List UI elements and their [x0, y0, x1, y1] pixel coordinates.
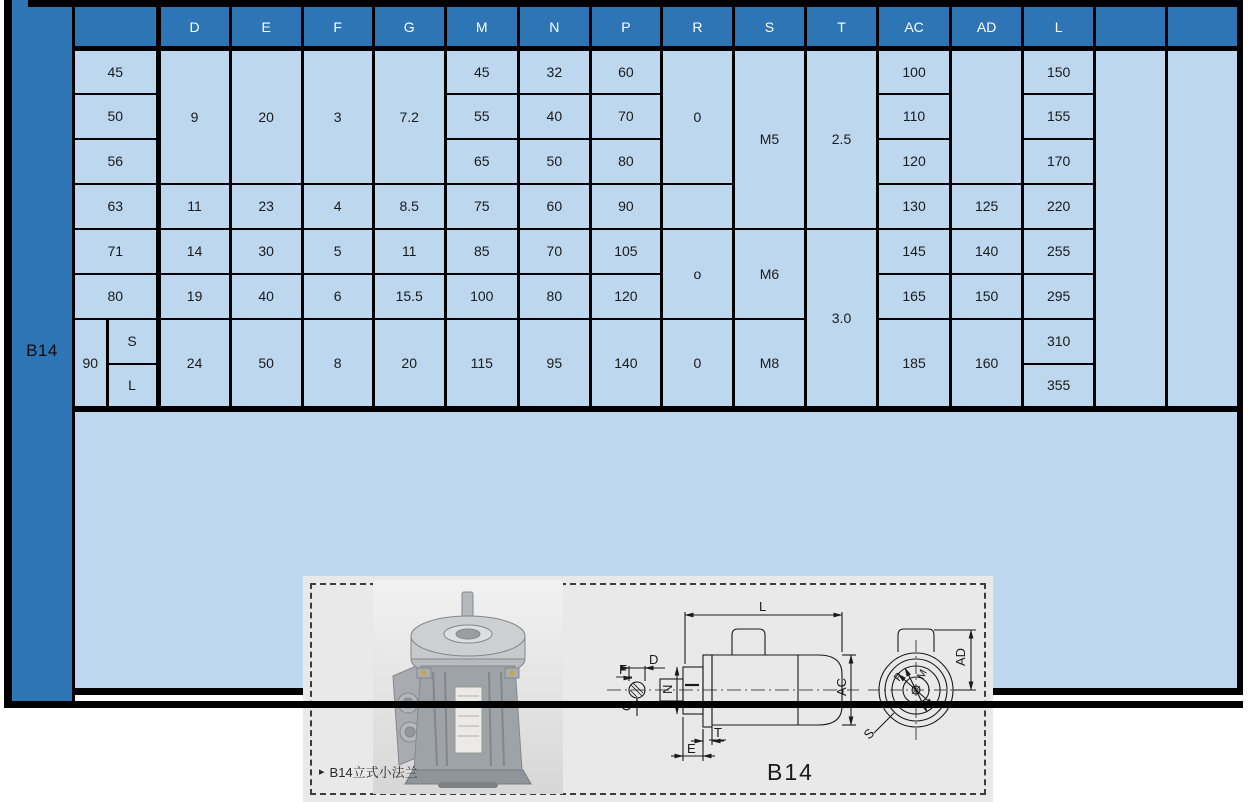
cell-90-d: 24 [158, 319, 230, 409]
cell-45-r: 0 [661, 49, 733, 184]
col-header-ad: AD [951, 4, 1023, 49]
cell-63-r [661, 184, 733, 229]
dim-label-e: E [687, 740, 696, 756]
cell-80-m: 100 [445, 274, 518, 319]
col-header-p: P [590, 4, 661, 49]
cell-71-g: 11 [373, 229, 445, 274]
cell-90-s: M8 [733, 319, 805, 409]
cell-71-r: o [661, 229, 733, 319]
cell-45-l: 150 [1023, 49, 1095, 94]
cell-71-m: 85 [445, 229, 518, 274]
cell-63-ad: 125 [951, 184, 1023, 229]
figure-row [75, 409, 1240, 692]
top-border-bar [28, 0, 75, 7]
cell-90-frame: 90 [75, 319, 107, 409]
row-45 [75, 49, 1240, 94]
dim-label-f: F [619, 661, 627, 677]
cell-45-g: 7.2 [373, 49, 445, 184]
bottom-border-bar [4, 701, 1243, 708]
cell-80-ad: 150 [951, 274, 1023, 319]
cell-56-p: 80 [590, 139, 661, 184]
cell-45-f: 3 [302, 49, 373, 184]
dim-label-p: P [891, 670, 906, 684]
dim-label-t: T [714, 724, 722, 740]
cell-71-s: M6 [733, 229, 805, 319]
col-header-blank2 [1167, 4, 1240, 49]
cell-71-ad: 140 [951, 229, 1023, 274]
cell-50-l: 155 [1023, 94, 1095, 139]
cell-80-n: 80 [518, 274, 590, 319]
cell-45-t: 2.5 [805, 49, 877, 229]
cell-63-l: 220 [1023, 184, 1095, 229]
header-row [75, 4, 1240, 49]
cell-80-l: 295 [1023, 274, 1095, 319]
cell-90-p: 140 [590, 319, 661, 409]
cell-63-d: 11 [158, 184, 230, 229]
col-header-ac: AC [878, 4, 951, 49]
cell-80-g: 15.5 [373, 274, 445, 319]
cell-45-frame: 45 [75, 49, 158, 94]
dim-label-ac: AC [834, 677, 849, 696]
cell-50-m: 55 [445, 94, 518, 139]
cell-80-frame: 80 [75, 274, 158, 319]
cell-71-frame: 71 [75, 229, 158, 274]
dim-label-l: L [759, 598, 767, 614]
cell-80-ac: 165 [878, 274, 951, 319]
cell-71-t: 3.0 [805, 229, 877, 409]
cell-90-g: 20 [373, 319, 445, 409]
dim-label-n: N [660, 684, 675, 694]
cell-50-p: 70 [590, 94, 661, 139]
cell-45-d: 9 [158, 49, 230, 184]
cell-80-e: 40 [230, 274, 302, 319]
cell-90-ac: 185 [878, 319, 951, 409]
col-header-f: F [302, 4, 373, 49]
cell-45-s: M5 [733, 49, 805, 229]
cell-90-ad: 160 [951, 319, 1023, 409]
cell-45-ad [951, 49, 1023, 184]
mount-type-label: B14 [26, 340, 58, 360]
dimension-table [75, 0, 1243, 785]
cell-63-g: 8.5 [373, 184, 445, 229]
col-header-g: G [373, 4, 445, 49]
terminal-box-outline [732, 629, 765, 655]
cell-45-ac: 100 [878, 49, 951, 94]
cell-90l-l: 355 [1023, 364, 1095, 409]
cell-71-d: 14 [158, 229, 230, 274]
cell-90-e: 50 [230, 319, 302, 409]
cell-45-e: 20 [230, 49, 302, 184]
cell-56-ac: 120 [878, 139, 951, 184]
triangle-bullet-icon: ▸ [319, 765, 325, 778]
cell-80-p: 120 [590, 274, 661, 319]
dim-label-d: D [649, 651, 659, 667]
cell-90-r: 0 [661, 319, 733, 409]
col-header-d: D [158, 4, 230, 49]
cell-56-frame: 56 [75, 139, 158, 184]
cell-56-n: 50 [518, 139, 590, 184]
dim-label-m: M [915, 667, 930, 682]
motor-nameplate [455, 687, 482, 753]
cell-90s-l: 310 [1023, 319, 1095, 364]
cell-blank-col2 [1167, 49, 1240, 409]
cell-71-p: 105 [590, 229, 661, 274]
drawing-caption: B14 [767, 758, 814, 785]
cell-63-f: 4 [302, 184, 373, 229]
col-header-m: M [445, 4, 518, 49]
cell-90-n: 95 [518, 319, 590, 409]
cell-71-e: 30 [230, 229, 302, 274]
dim-label-ad: AD [953, 647, 968, 666]
cell-63-e: 23 [230, 184, 302, 229]
cell-45-p: 60 [590, 49, 661, 94]
row-80 [75, 274, 1240, 319]
cell-blank-col1 [1095, 49, 1167, 409]
cell-63-ac: 130 [878, 184, 951, 229]
cell-71-n: 70 [518, 229, 590, 274]
cell-56-m: 65 [445, 139, 518, 184]
dimension-drawing [585, 584, 985, 794]
col-header-e: E [230, 4, 302, 49]
col-header-t: T [805, 4, 877, 49]
cell-71-l: 255 [1023, 229, 1095, 274]
cell-71-ac: 145 [878, 229, 951, 274]
cell-80-f: 6 [302, 274, 373, 319]
mount-type-sidebar [4, 0, 75, 701]
cell-50-n: 40 [518, 94, 590, 139]
cell-90-m: 115 [445, 319, 518, 409]
flange-plate [703, 655, 712, 727]
cell-63-frame: 63 [75, 184, 158, 229]
col-header-r: R [661, 4, 733, 49]
cell-63-p: 90 [590, 184, 661, 229]
cell-56-l: 170 [1023, 139, 1095, 184]
cell-90-f: 8 [302, 319, 373, 409]
row-63 [75, 184, 1240, 229]
motor-photo-illustration [383, 584, 553, 789]
photo-caption-text: B14立式小法兰 [329, 764, 418, 780]
cell-71-f: 5 [302, 229, 373, 274]
cell-50-frame: 50 [75, 94, 158, 139]
cell-63-m: 75 [445, 184, 518, 229]
cell-90s-sub: S [107, 319, 158, 364]
cell-90l-sub: L [107, 364, 158, 409]
col-header-frame [75, 4, 158, 49]
photo-caption [319, 762, 418, 781]
col-header-n: N [518, 4, 590, 49]
dim-label-s: S [860, 725, 878, 742]
col-header-blank1 [1095, 4, 1167, 49]
col-header-s: S [733, 4, 805, 49]
cell-63-n: 60 [518, 184, 590, 229]
cell-45-n: 32 [518, 49, 590, 94]
row-90s [75, 319, 1240, 364]
figure-cell [75, 409, 1240, 785]
figure-panel [303, 576, 993, 802]
motor-base [405, 770, 531, 784]
cell-45-m: 45 [445, 49, 518, 94]
cell-80-d: 19 [158, 274, 230, 319]
col-header-l: L [1023, 4, 1095, 49]
row-71 [75, 229, 1240, 274]
cell-50-ac: 110 [878, 94, 951, 139]
